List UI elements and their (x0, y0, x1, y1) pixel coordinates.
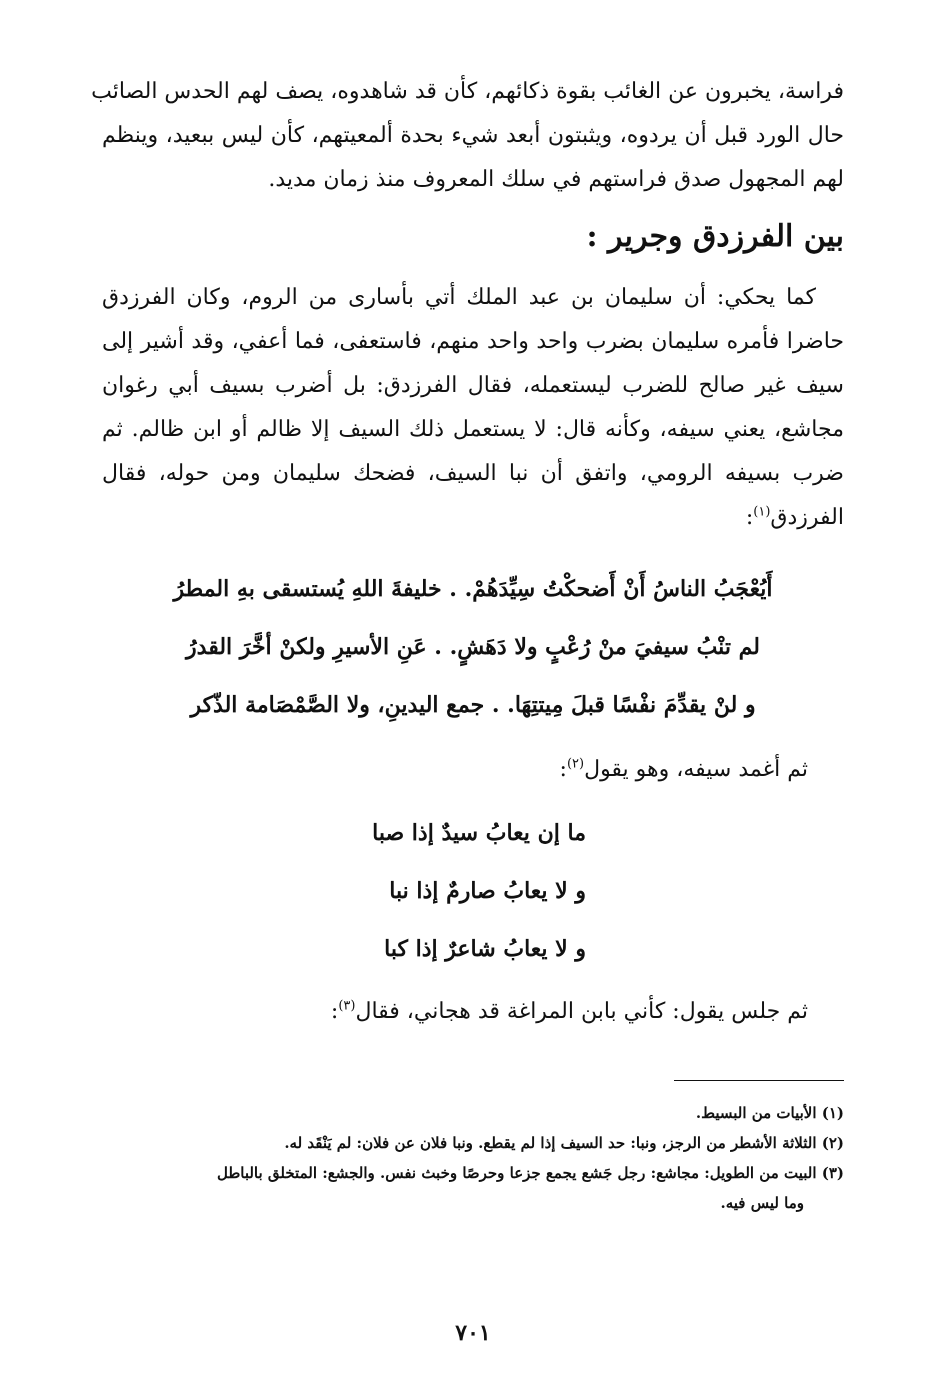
story-line-3: سيف غير صالح للضرب ليستعمله، فقال الفرزدق: بل أضرب بسيف أبي رغوان (102, 373, 844, 398)
story-last-word: الفرزدق (770, 505, 844, 530)
section-heading: بين الفرزدق وجرير : (586, 219, 844, 254)
footnote-1: (١) الأبيات من البسيط. (695, 1104, 844, 1122)
footnote-3-continuation: وما ليس فيه. (720, 1194, 804, 1212)
bridge-line-2 (331, 990, 808, 1034)
footnote-ref-1: (١) (753, 504, 771, 520)
intro-paragraph (91, 70, 844, 202)
verse-1: أَيُعْجَبُ الناسُ أَنْ أَضحكْتُ سِيِّدَهُمْ. . خليفةَ اللهِ يُستسقى بهِ المطرُ (173, 576, 773, 602)
verse-3: و لنْ يقدِّمَ نفْسًا قبلَ مِيتتِهَا. . جمع اليدينِ، ولا الصَّمْصَامة الذّكر (190, 692, 756, 718)
rajaz-line-2: و لا يعابُ صارمٌ إذا نبا (389, 878, 586, 904)
story-line-5: ضرب بسيفه الرومي، واتفق أن نبا السيف، فضحك سليمان ومن حوله، فقال (102, 461, 844, 486)
rajaz-line-1: ما إن يعابُ سيدٌ إذا صبا (372, 820, 586, 846)
story-line-1: كما يحكي: أن سليمان بن عبد الملك أتي بأسارى من الروم، وكان الفرزدق (102, 285, 816, 310)
footnote-ref-3: (٣) (338, 998, 356, 1014)
rajaz-line-3: و لا يعابُ شاعرٌ إذا كبا (384, 936, 586, 962)
story-line-4: مجاشع، يعني سيفه، وكأنه قال: لا يستعمل ذلك السيف إلا ظالم أو ابن ظالم. ثم (102, 417, 844, 442)
footnote-ref-2: (٢) (566, 756, 585, 772)
intro-line-3: لهم المجهول صدق فراستهم في سلك المعروف منذ زمان مديد. (268, 167, 844, 192)
bridge-2-text: ثم جلس يقول: كأني بابن المراغة قد هجاني، فقال (355, 999, 808, 1024)
intro-line-1: فراسة، يخبرون عن الغائب بقوة ذكائهم، كأن قد شاهدوه، يصف لهم الحدس الصائب (91, 79, 844, 104)
intro-line-2: حال الورد قبل أن يردوه، ويثبتون أبعد شيء بحدة ألمعيتهم، كأن ليس ببعيد، وينظم (102, 123, 844, 148)
bridge-line-1 (560, 748, 808, 792)
bridge-2-colon: : (330, 999, 339, 1024)
bridge-1-colon: : (559, 757, 567, 782)
footnote-3: (٣) البيت من الطويل: مجاشع: رجل جَشع يجمع جزعا وحرصًا وخبث نفس. والجشع: المتخلق بالباطل (216, 1164, 844, 1182)
verse-2: لم تنْبُ سيفيَ منْ رُعْبٍ ولا دَهَشٍ. . عَنِ الأسيرِ ولكنْ أخَّرَ القدرُ (186, 634, 760, 660)
footnote-2: (٢) الثلاثة الأشطر من الرجز، ونبا: حد السيف إذا لم يقطع. ونبا فلان عن فلان: لم يَنْقَد له. (284, 1134, 844, 1152)
bridge-1-text: ثم أغمد سيفه، وهو يقول (584, 757, 808, 782)
story-line-2: حاضرا فأمره سليمان بضرب واحد واحد منهم، فاستعفى، فما أعفي، وقد أشير إلى (102, 329, 844, 354)
footnotes (102, 1098, 844, 1218)
verses-block-2 (326, 804, 586, 978)
story-paragraph (102, 276, 844, 540)
footnote-separator (674, 1080, 844, 1081)
verses-block-1 (102, 560, 844, 734)
story-last-colon: : (745, 505, 754, 530)
story-line-6 (102, 496, 844, 540)
page-number: ٧٠١ (455, 1320, 491, 1346)
